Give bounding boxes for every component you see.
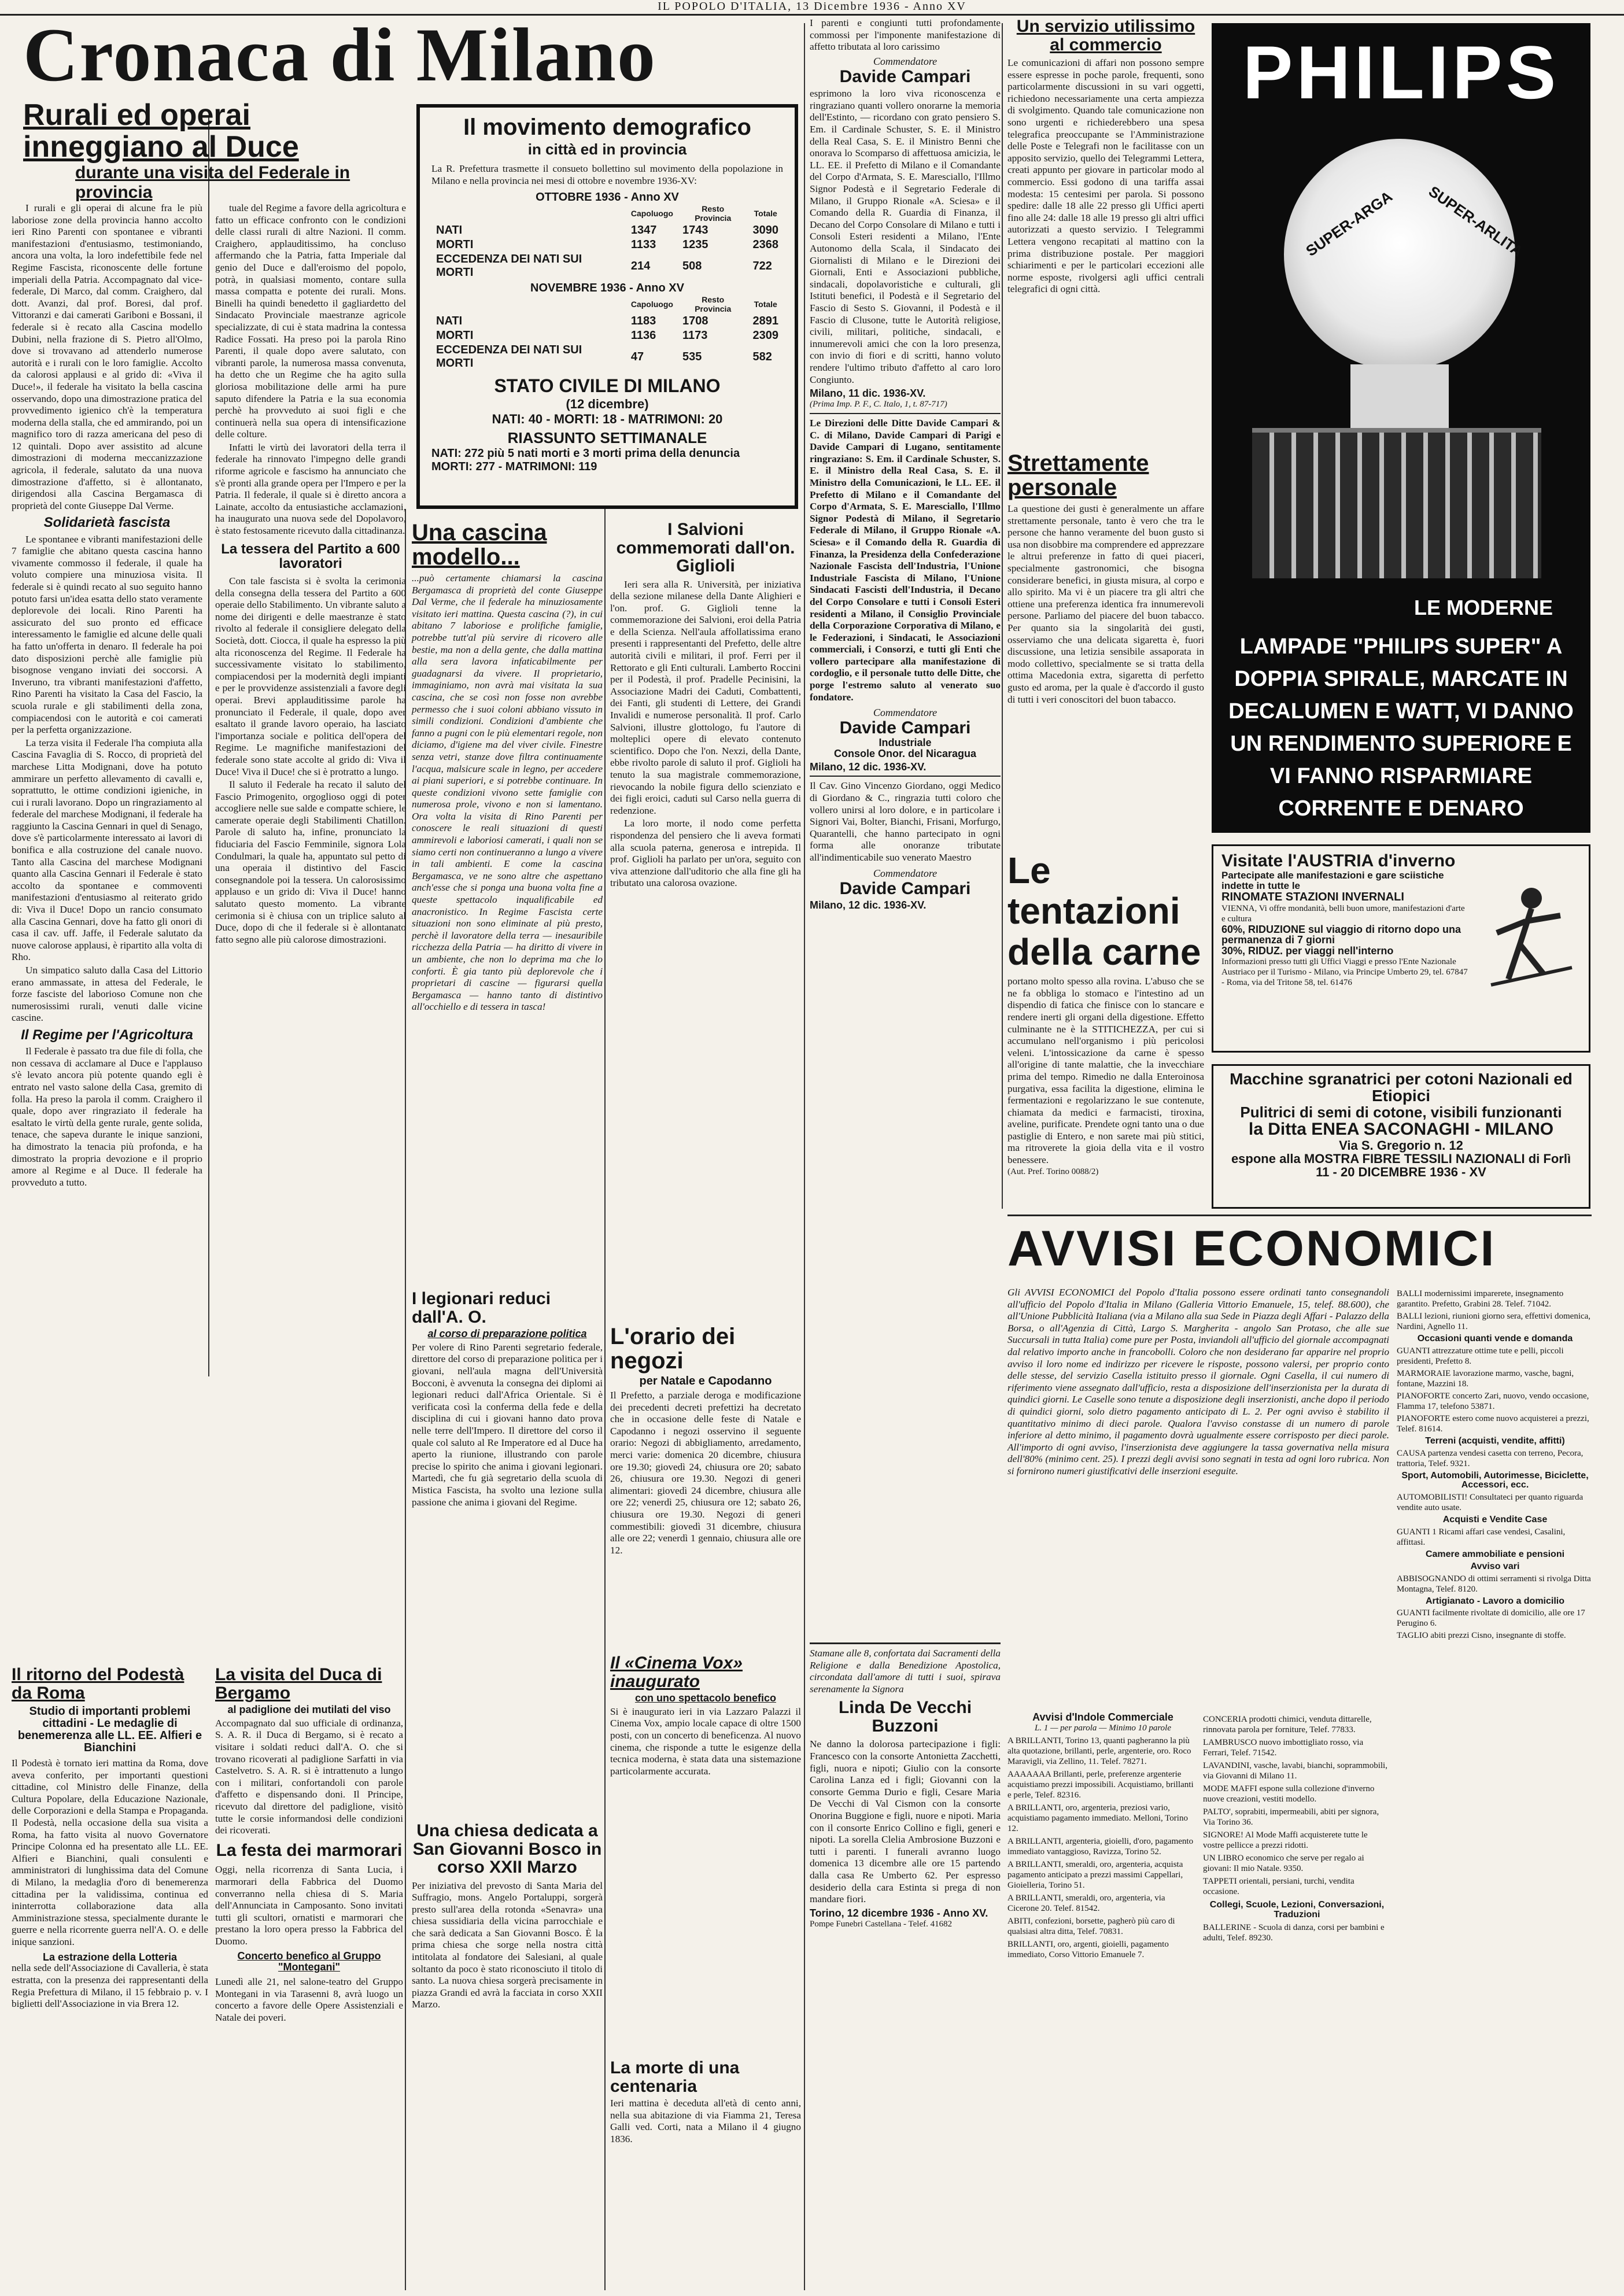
demographic-box xyxy=(416,104,798,509)
list-item: SIGNORE! Al Mode Maffi acquisterete tutte le vostre pellicce a prezzi ridotti. xyxy=(1203,1830,1368,1850)
list-item: GUANTI 1 Ricami affari case vendesi, Casalini, affittasi. xyxy=(1397,1527,1566,1547)
lead-paragraph: tuale del Regime a favore della agricoltura e fatto un efficace confronto con le condizioni delle classi rurali di altre Nazioni. Il comm. Craighero, applauditissimo, ha concluso affermando che la Patria, fatta Imperiale dal genio del Duce e dall'eroismo del popolo, potrà, in qualsiasi momento, contare sulla massa compatta e potente dei rurali. Mons. Binelli ha quindi benedetto il gagliardetto del Sindacato Provinciale maestranze agricole specializzate, di cui è stata madrina la contessa Radice Fossati. Ha preso poi la parola Rino Parenti, il quale dopo avere salutato, con vibranti parole, la numerosa massa convenuta, ha detto che un Regime che ha agito sulla gloriosa mobilitazione delle armi ha pure saputo difendere la Patria e la sua economia perchè ha provveduto ai suoi figli e che continuerà nella sua opera di intensificazione delle colture. xyxy=(215,202,406,440)
servizio-text: Le comunicazioni di affari non possono sempre essere espresse in poche parole, frequenti, sono particolarmente discussioni in su vari oggetti, richiedono necessariamente una certa ampiezza di svolgimento. Quando tale comunicazione non sono urgenti e richiederebbero una spesa telegrafica preoccupante se l'Amministrazione delle Poste e Telegrafi non le facilitasse con un apposito servizio, quello dei Telegrammi Lettera, creati appunto per giovare in particolar modo al commercio. Essi godono di una tariffa assai modesta: 15 centesimi per parola. Si possono spedire: dalle 18 alle 22 presso gli Uffici aperti fino alle 24: dalle 18 alle 19 presso gli altri uffici autorizzati a questo servizio. I Telegrammi Lettera vengono recapitati al mattino con la prima distribuzione postale. Per maggiori schiarimenti e per le particolari eccezioni alle norme esposte, rivolgersi agli uffici centrali telegrafici di ogni città. xyxy=(1007,57,1204,295)
riassunto-line: MORTI: 277 - MATRIMONI: 119 xyxy=(431,460,597,474)
reduci-subheadline: al corso di preparazione politica xyxy=(427,1328,587,1339)
cinema-headline: Il «Cinema Vox» inaugurato xyxy=(610,1653,743,1691)
bulb-label-right: SUPER-ARLITA xyxy=(1425,182,1526,260)
table-row: NATI 1347 1743 3090 xyxy=(436,224,778,237)
duca-article xyxy=(215,1666,403,2290)
buzzoni-text: Ne danno la dolorosa partecipazione i figli: Francesco con la consorte Antonietta Zacchetti, figli, nuora e nipoti; Giulio con la consorte Carolina Lanza ed i figli; Giovanni con la consorte Gemma Durio e figli, Cesare Maria De Vecchi di Val Cismon con la consorte Onorina Buggione e figli, nuore e nipoti. Maria con il consorte Enrico Collino e figli, generi e nipoti. La sorella Clelia Ambrosione Buzzoni e tutti i parenti. I funerali avranno luogo domenica 13 dicembre alle ore 15 partendo dalla casa Re Umberto 62. Per espresso desiderio della cara Estinta si prega di non mandare fiori. xyxy=(810,1738,1001,1905)
avvisi-right-column xyxy=(1397,1287,1593,2290)
solidarieta-heading: Solidarietà fascista xyxy=(43,515,171,531)
avvisi-rule xyxy=(1007,1215,1592,1216)
campari-name: Davide Campari xyxy=(839,878,971,898)
avvisi-rate: L. 1 — per parola — Minimo 10 parole xyxy=(1035,1723,1171,1733)
november-heading: NOVEMBRE 1936 - Anno XV xyxy=(530,282,684,295)
riassunto-title: RIASSUNTO SETTIMANALE xyxy=(507,429,707,447)
chiesa-text: Per iniziativa del prevosto di Santa Maria del Suffragio, mons. Angelo Portaluppi, sorgerà presto sull'area della rotonda «Senavra» una chiesa sussidiaria della vicina parrocchiale e che sarà dedicata a San Giovanni Bosco. È la prima chiesa che sorge nella nostra città intitolata al fondatore dei Salesiani, al quale soltanto da poco è stato riconosciuto il titolo di santo. La nuova chiesa sorgerà precisamente in piazza Grandi ed avrà la facciata in corso XXII Marzo. xyxy=(412,1880,603,2010)
stato-civile-date: (12 dicembre) xyxy=(566,397,649,412)
orario-article xyxy=(610,1324,801,1648)
cinema-text: Si è inaugurato ieri in via Lazzaro Palazzi il Cinema Vox, ampio locale capace di oltre 1500 posti, con un concerto di beneficenza. Al nuovo cinema, che risponde a tutte le esigenze della tecnica moderna, è stata data una sistemazione particolarmente accurata. xyxy=(610,1706,801,1777)
campari-name: Davide Campari xyxy=(839,67,971,86)
bulb-label-left: SUPER-ARGA xyxy=(1302,187,1396,260)
marmorari-text: Oggi, nella ricorrenza di Santa Lucia, i marmorari della Fabbrica del Duomo converranno nella chiesa di S. Maria dell'Annunciata in Camposanto. Sono invitati tutti gli scultori, ornatisti e marmorari che prestano la loro opera presso la Fabbrica del Duomo. xyxy=(215,1864,403,1947)
list-item: GUANTI attrezzature ottime tute e pelli, piccoli presidenti, Prefetto 8. xyxy=(1397,1346,1564,1366)
chiesa-article xyxy=(412,1822,603,2290)
avvisi-heading: Occasioni quanti vende e domanda xyxy=(1417,1334,1573,1343)
campari-name: Davide Campari xyxy=(839,718,971,738)
lead-paragraph: Infatti le virtù dei lavoratori della terra il federale ha rinnovato l'impegno delle grandi riforme agricole e fascismo ha annunciato che s'è pronti alla grande opera per l'Impero e per la Patria. Il federale, il quale si è diretto ancora a Lainate, accolto da entusiastiche acclamazioni, ha inaugurato una nuova sede del Dopolavoro, è stato festosamente ricevuto dalla cittadinanza. xyxy=(215,441,406,537)
list-item: TAGLIO abiti prezzi Cisno, insegnante di stoffe. xyxy=(1397,1631,1566,1641)
lead-subheadline-box xyxy=(75,163,416,202)
servizio-headline: Un servizio utilissimo al commercio xyxy=(1016,17,1195,54)
buzzoni-name: Linda De Vecchi Buzzoni xyxy=(838,1698,972,1736)
cascina-text: ...può certamente chiamarsi la cascina Bergamasca di proprietà del conte Giuseppe Dal Verme, che il federale ha minuziosamente visitato ieri mattina. Questa cascina (?), in cui abitano 7 laboriose e prolifiche famiglie, potrebbe tutt'al più servire di ricovero alle bestie, ma non a della gente, che dalla mattina alla sera lavora infaticabilmente per guadagnarsi da vivere. Il proprietario, immaginiamo, non avrà mai visitata la sua cascina, che se così non fosse non avrebbe permesso che i suoi coloni abbiano vissuto in simili condizioni. Condizioni d'ambiente che fanno a pugni con le più elementari regole, non diciamo, d'igiene ma del viver civile. Finestre senza vetri, stanze dove filtra continuamente l'acqua, malsicure scale in legno, per accedere ai piani superiori, e si potrebbe continuare. In queste condizioni vivono sette famiglie con numerosa prole, vivono e non si lamentano. Ora volta la visita di Rino Parenti per conoscere le reali situazioni di questi ammirevoli e laboriosi camerati, i quali non se siamo certi non continueranno a lungo a vivere in tali ambienti. E come la cascina Bergamasca, ve ne sono altre che aspettano anch'esse che si ponga una buona volta fine a queste spettacolo inqualificabile ed anacronistico. In Regime Fascista certe situazioni non sono eliminate al più presto, perchè il lavoratore della terra — inesauribile ricchezza della Patria — ha diritto di vivere in un ambiente, che non lo deprima ma che lo conforti. È gia tanto più deplorevole che i proprietari di cascine — figurarsi quella Bergamasca — hanno tanto di distintivo all'occhiello e di tessera in tasca! xyxy=(412,573,603,1013)
campari-title: Commendatore xyxy=(873,867,938,879)
october-heading: OTTOBRE 1936 - Anno XV xyxy=(536,191,679,204)
philips-headline: LE MODERNE xyxy=(1413,596,1553,619)
agricoltura-heading: Il Regime per l'Agricoltura xyxy=(21,1027,193,1043)
avvisi-heading: Collegi, Scuole, Lezioni, Conversazioni, Traduzioni xyxy=(1209,1900,1385,1920)
centenaria-text: Ieri mattina è deceduta all'età di cento anni, nella sua abitazione di via Fiamma 21, Teresa Galli ved. Corti, nata a Milano il 4 giugno 1836. xyxy=(610,2098,801,2144)
austria-line: Partecipate alle manifestazioni e gare sciistiche indette in tutte le xyxy=(1221,869,1444,891)
avvisi-middle-column xyxy=(1203,1712,1391,2290)
cinema-article xyxy=(610,1654,801,2053)
list-item: LAMBRUSCO nuovo imbottigliato rosso, via Ferrari, Telef. 71542. xyxy=(1203,1738,1364,1758)
demographic-subtitle: in città ed in provincia xyxy=(527,141,687,158)
buzzoni-notice xyxy=(810,1642,1001,2290)
philips-ad xyxy=(1212,23,1590,833)
avvisi-heading: Avviso vari xyxy=(1470,1561,1520,1571)
avvisi-title-box xyxy=(1007,1220,1592,1284)
lead-column-1 xyxy=(12,202,202,1417)
avvisi-heading: Artigianato - Lavoro a domicilio xyxy=(1425,1596,1565,1606)
campari-imprint: (Prima Imp. P. F., C. Italo, 1, t. 87-717) xyxy=(810,400,947,409)
campari-text: I parenti e congiunti tutti profondamente commossi per l'imponente manifestazione di affetto tributata al loro carissimo xyxy=(810,17,1001,53)
cinema-subheadline: con uno spettacolo benefico xyxy=(634,1692,777,1704)
strettamente-article xyxy=(1007,451,1204,844)
lead-paragraph: La terza visita il Federale l'ha compiuta alla Cascina Favaglia di S. Rocco, di proprietà del marchese Litta Modignani, dove ha potuto ammirare un perfetto allevamento di cavalli e, soprattutto, le ottime condizioni igieniche, in cui i rurali lavorano. Dopo un ringraziamento al federale del marchese Modignani, il federale ha raggiunto la Cascina Gennari in quel di Senago, dove s'è particolarmente interessato ai lavori di bonifica e alla costruzione del canale nuovo. Tanto alla Cascina del marchese Modignani quanto alla Cascina Gennari il Federale è stato accolto da spontanee e commoventi manifestazioni d'entusiasmo al reiterato grido di: Viva il Duce! Dopo un rancio consumato alla Cascina Gennari, dove ha fatto gli onori di casa il cav. uff. Jaffe, il Federale salutato da nuove calorose applausi, è ripartito alla volta di Rho. xyxy=(12,737,202,963)
lotteria-heading: La estrazione della Lotteria xyxy=(42,1951,178,1963)
factory-illustration xyxy=(1252,428,1541,578)
column-rule xyxy=(208,116,209,1376)
skier-icon xyxy=(1485,881,1578,996)
list-item: PIANOFORTE estero come nuovo acquisterei a prezzi, Telef. 81614. xyxy=(1397,1413,1589,1434)
saconaghi-line: 11 - 20 DICEMBRE 1936 - XV xyxy=(1316,1164,1486,1179)
reduci-article xyxy=(412,1290,603,1614)
tentazioni-imprint: (Aut. Pref. Torino 0088/2) xyxy=(1007,1167,1099,1176)
stato-civile-title: STATO CIVILE DI MILANO xyxy=(494,375,721,397)
philips-copy: LAMPADE "PHILIPS SUPER" A DOPPIA SPIRALE, MARCATE IN DECALUMEN E WATT, VI DANNO UN RENDIMENTO SUPERIORE E VI FANNO RISPARMIARE CORRENTE E DENARO xyxy=(1228,634,1574,821)
list-item: AAAAAAA Brillanti, perle, preferenze argenterie acquistiamo prezzi impossibili. Acquistiamo, brillanti e perle, Telef. 82316. xyxy=(1007,1769,1194,1800)
lead-story xyxy=(23,99,416,162)
list-item: BALLI modernissimi imparerete, insegnamento garantito. Prefetto, Grabini 28. Telef. 71042. xyxy=(1397,1289,1564,1309)
list-item: ABBISOGNANDO di ottimi serramenti si rivolga Ditta Montagna, Telef. 8120. xyxy=(1397,1574,1591,1594)
lead-headline: Rurali ed operai inneggiano al Duce xyxy=(23,98,299,164)
campari-role: Industriale xyxy=(879,736,932,748)
lead-subheadline: durante una visita del Federale in provincia xyxy=(75,163,350,202)
austria-line: Informazioni presso tutti gli Uffici Viaggi e presso l'Ente Nazionale Austriaco per il Turismo - Milano, via Principe Umberto 29, tel. 67847 - Roma, via del Tritone 58, tel. 61476 xyxy=(1221,957,1468,988)
list-item: A BRILLANTI, oro, argenteria, preziosi vario, acquistiamo pagamento immediato. Melloni, Torino 12. xyxy=(1007,1803,1188,1833)
column-rule xyxy=(1002,23,1003,1209)
tentazioni-headline: Le tentazioni della carne xyxy=(1007,850,1201,973)
chiesa-headline: Una chiesa dedicata a San Giovanni Bosco in corso XXII Marzo xyxy=(412,1821,602,1877)
orario-headline: L'orario dei negozi xyxy=(610,1324,736,1374)
column-rule xyxy=(804,23,805,2290)
november-table: Capoluogo Resto Provincia Totale NATI 1183 1708 2891 MORTI 1136 1173 2309 ECCEDENZA DEI NATI SUI MORTI 47 535 582 xyxy=(431,294,783,371)
list-item: BALLI lezioni, riunioni giorno sera, effettivi domenica, Nardini, Agnello 11. xyxy=(1397,1312,1591,1331)
marmorari-heading: La festa dei marmorari xyxy=(216,1840,403,1860)
tentazioni-text: portano molto spesso alla rovina. L'abuso che se ne fa obbliga lo stomaco e l'intestino ad un dispendio di fatica che finisce con lo stancare e rendere inerti gli organi della digestione. Effetto culminante ne è la STITICHEZZA, per cui si accumulano nell'organismo i più pericolosi veleni. L'intossicazione da carne è spesso all'origine di tante malattie, che la invecchiare prima del tempo. Rimedio ne dalla Enteroinosa purgativa, essa facilita la digestione, elimina le fermentazioni e regolarizzano le sue contenute, chiamata da medici e farmacisti, tiroxina, aveline, purificate. Prendete ogni tanto una o due pastiglie di Entero, e non sarete mai più stitici, ma ritroverete la gioia della vita e il vostro benessere. xyxy=(1007,976,1204,1166)
campari-text: Il Cav. Gino Vincenzo Giordano, oggi Medico di Giordano & C., ringrazia tutti coloro che vollero unirsi al loro dolore, e in particolare i Signori Vai, Bolter, Bianchi, Frisani, Morfurgo, Quarantelli, che hanno partecipato in ogni forma alle onoranze tributate all'indimenticabile suo venerato Maestro xyxy=(810,780,1001,863)
saconaghi-line: Pulitrici di semi di cotone, visibili funzionanti xyxy=(1240,1103,1562,1121)
masthead: Cronaca di Milano xyxy=(23,12,656,97)
list-item: UN LIBRO economico che serve per regalo ai giovani: Il mio Natale. 9350. xyxy=(1203,1854,1364,1873)
lead-paragraph: I rurali e gli operai di alcune fra le più laboriose zone della provincia hanno accolto ieri Rino Parenti con spontanee e vibranti manifestazioni d'entusiasmo, testimoniando, ancora una volta, la loro indefettibile fede nel Regime Fascista, riconoscente delle fortune imperiali della Patria. Accompagnato dal vice-federale, Di Marco, dal comm. Craighero, dal dott. Avanzi, dal prof. Boresi, dal prof. Vittoranzi e dai camerati Gariboni e Bossani, il federale si è recato alla Cascina modello Dubini, nella frazione di S. Pietro all'Olmo, dove si trovavano ad attenderlo numerose autorità e i rurali con le loro famiglie. Accolto da calorosi applausi e al grido di: «Viva il Duce!», il federale ha visitato la bella cascina osservando, dopo una dimostrazione pratica del provvedimento igienico ch'è la temperatura moderna della stalla, che ed ammirando, poi un magnifico toro di razza americana del peso di 12 quintali. Dopo aver assistito ad alcune dimostrazioni di moderna meccanizzazione agricola, il federale, salutato da una nuova dimostrazione d'affetto, si è allontanato, dirigendosi alla Cascina Bergamasca di proprietà del conte Giuseppe Dal Verme. xyxy=(12,202,202,511)
list-item: PIANOFORTE concerto Zari, nuovo, vendo occasione, Flamma 17, telefono 53871. xyxy=(1397,1391,1589,1411)
servizio-article xyxy=(1007,17,1204,445)
austria-title: Visitate l'AUSTRIA d'inverno xyxy=(1221,851,1456,870)
table-row: MORTI 1136 1173 2309 xyxy=(436,329,778,342)
orario-subheadline: per Natale e Capodanno xyxy=(639,1375,772,1387)
avvisi-heading: Acquisti e Vendite Case xyxy=(1442,1515,1548,1525)
list-item: TAPPETI orientali, persiani, turchi, vendita occasione. xyxy=(1203,1877,1354,1896)
saconaghi-line: Via S. Gregorio n. 12 xyxy=(1339,1138,1463,1153)
lead-paragraph: Con tale fascista si è svolta la cerimonia della consegna della tessera del Partito a 600 operaie dello Stabilimento. Un vibrante saluto a nome dei dirigenti e delle maestranze è stato rivolto al federale il consigliere delegato della Società, dott. Ciocca, il quale ha espresso la più alta riconoscenza del Regime. Il Federale ha successivamente visitato lo stabilimento, compiacendosi per la modernità degli impianti e per le provvidenze assistenziali a favore degli operai. Brevi applauditissime parole ha pronunciato il Federale, il quale, dopo aver esaltato il grande lavoro operaio, ha lasciato l'importanza sociale e politica dell'opera del Regime. Le magnifiche manifestazioni del federale sono state accolte al grido di: Viva il Duce! Viva il Duce! che si è protratto a lungo. xyxy=(215,575,406,777)
lead-column-2 xyxy=(215,202,406,1417)
strettamente-headline: Strettamente personale xyxy=(1007,451,1149,500)
duca-text: Accompagnato dal suo ufficiale di ordinanza, S. A. R. il Duca di Bergamo, si è recato a visitare i soldati reduci dall'A. O. che si trovano ricoverati al padiglione Sarfatti in via Castelvetro. S. A. R. si è intrattenuto a lungo con i militari, confortandoli con parole d'affetto e dispensando doni. Il Principe, ricevuto dal direttore del padiglione, visitò tutte le corsie informandosi delle condizioni dei ricoverati. xyxy=(215,1717,403,1836)
list-item: MODE MAFFI espone sulla collezione d'inverno nuove creazioni, vestiti modello. xyxy=(1203,1784,1375,1804)
podesta-headline: Il ritorno del Podestà da Roma xyxy=(12,1665,184,1703)
list-item: PALTO', soprabiti, impermeabili, abiti per signora, Via Torino 36. xyxy=(1203,1807,1379,1827)
list-item: CONCERIA prodotti chimici, venduta dittarelle, rinnovata parola per forniture, Telef. 77833. xyxy=(1203,1715,1372,1734)
demographic-intro: La R. Prefettura trasmette il consueto bollettino sul movimento della popolazione in Milano e nella provincia nei mesi di ottobre e novembre 1936-XV: xyxy=(431,163,783,186)
buzzoni-signature: Torino, 12 dicembre 1936 - Anno XV. xyxy=(810,1907,988,1919)
salvioni-article xyxy=(610,521,801,1261)
saconaghi-line: Macchine sgranatrici per cotoni Nazionali ed Etiopici xyxy=(1230,1070,1573,1105)
avvisi-heading: Avvisi d'Indole Commerciale xyxy=(1032,1711,1173,1723)
list-item: MARMORAIE lavorazione marmo, vasche, bagni, fontane, Mazzini 18. xyxy=(1397,1368,1574,1389)
avvisi-heading: Terreni (acquisti, vendite, affitti) xyxy=(1425,1435,1565,1446)
lead-paragraph: Le spontanee e vibranti manifestazioni delle 7 famiglie che abitano questa cascina hanno vivamente commosso il federale, il quale ha voluto compiere una minuziosa visita. Il federale si è quindi recato al suo seguito hanno potuto farsi un'idea esatta dello stato veramente deplorevole dei locali. Rino Parenti ha assicurato del suo pronto ed efficace interessamento le famiglie ed alcune delle quali ha fatto un'offerta in denaro. Il federale ha poi dato disposizioni perchè alle famiglie più bisognose vengano inviati dei soccorsi. A Inveruno, tra vibranti manifestazioni d'affetto, Rino Parenti ha visitato la Casa del Fascio, la scuola rurale e gli stabilimenti della zona, compiacendosi con le autorità e coi camerati per la perfetta organizzazione. xyxy=(12,533,202,736)
stato-civile-line: NATI: 40 - MORTI: 18 - MATRIMONI: 20 xyxy=(492,412,723,427)
tentazioni-article xyxy=(1007,850,1204,1209)
buzzoni-imprint: Pompe Funebri Castellana - Telef. 41682 xyxy=(810,1919,953,1929)
column-rule xyxy=(604,509,606,2290)
october-table: Capoluogo Resto Provincia Totale NATI 1347 1743 3090 MORTI 1133 1235 2368 ECCEDENZA DEI NATI SUI MORTI 214 508 722 xyxy=(431,204,783,280)
podesta-subheadline: Studio di importanti problemi cittadini - Le medaglie di benemerenza alle LL. EE. Alfieri e Bianchini xyxy=(17,1705,202,1754)
cascina-headline: Una cascina modello... xyxy=(412,520,547,570)
campari-notices xyxy=(810,17,1001,1631)
avvisi-title: AVVISI ECONOMICI xyxy=(1007,1221,1496,1276)
philips-brand: PHILIPS xyxy=(1242,30,1560,115)
lead-paragraph: Il Federale è passato tra due file di folla, che non cessava di acclamare al Duce e l'applauso s'è levato ancora più potente quando egli è entrato nel vasto salone della Casa, gremito di folla. Ha preso la parola il comm. Craighero il quale, dopo aver ringraziato il federale ha esaltato le virtù della gente rurale, gente solida, tenace, che sapeva durante le inique sanzioni, ha dimostrato la tenacia più profonda, e ha dimostrato la propria devozione e il proprio amore al Regime e al Duce. Il federale ha provveduto a tutto. xyxy=(12,1046,202,1188)
austria-line: 30%, RIDUZ. per viaggi nell'interno xyxy=(1221,945,1394,957)
salvioni-text: Ieri sera alla R. Università, per iniziativa della sezione milanese della Dante Alighieri e l'on. prof. G. Giglioli tenne la commemorazione dei Salvioni, eroi della Patria e della Scienza. Nell'aula affollatissima erano presenti i rappresentanti del Prefetto, delle altre autorità civili e militari, il prof. Ferri per il Rettorato e gli Enti culturali. Lamberto Roccini per il Podestà, il prof. Pradelle Pecinisini, la Associazione Madri dei Caduti, Combattenti, dei Fanti, gli studenti di Lettere, dei Grandi Invalidi e numerose personalità. Il prof. Carlo Salvioni, illustre glottologo, fu l'autore di molteplici opere di elevato contenuto scientifico. Dopo che l'on. Nexzi, della Dante, ebbe rivolto parole di saluto il prof. Giglioli ha tenuto la sua magistrale commemorazione, rievocando la nobile figura dello scienziato e dei figli eroici, caduti sul Carso nella guerra di redenzione. La loro morte, il nodo come perfetta rispondenza del pensiero che li aveva formati alla scuola paterna, generosa e intrepida. Il prof. Giglioli ha parlato per un'ora, seguito con viva attenzione dall'uditorio che alla fine gli ha tributato una calorosa ovazione. xyxy=(610,578,801,889)
concerto-text: Lunedì alle 21, nel salone-teatro del Gruppo Montegani in via Tarasenni 8, avrà luogo un concerto a favore delle Opere Assistenziali e Natale dei poveri. xyxy=(215,1976,403,2024)
podesta-text: Il Podestà è tornato ieri mattina da Roma, dove aveva conferito, per importanti questioni cittadine, col Ministro delle Finanze, della Cultura Popolare, della Educazione Nazionale, delle Corporazioni e della Stampa e Propaganda. Il Podestà, nella occasione della sua visita a Roma, ha fatto visita al nuovo Governatore Principe Colonna ed ha presentato alle LL. EE. Alfieri e Bianchini, quali consulenti e amministratori di lunghissima data del Comune di Milano, la medaglia d'oro di benemerenza cittadina per la validissima, continua ed ininterrotta collaborazione data alla Amministrazione stessa, specialmente durante le guerre e nella ricorrente guerra nell'A. O. e delle inique sanzioni. xyxy=(12,1758,208,1947)
centenaria-headline: La morte di una centenaria xyxy=(610,2058,740,2096)
saconaghi-ad xyxy=(1212,1064,1590,1209)
centenaria-article xyxy=(610,2059,801,2290)
list-item: ABITI, confezioni, borsette, pagherò più caro di qualsiasi altra ditta, Telef. 70831. xyxy=(1007,1916,1175,1936)
avvisi-heading: Sport, Automobili, Autorimesse, Biciclette, Accessori, ecc. xyxy=(1401,1470,1589,1490)
campari-text: Le Direzioni delle Ditte Davide Campari & C. di Milano, Davide Campari di Parigi e Davide Campari di Lugano, sentitamente ringraziano: S. Em. il Cardinale Schuster, S. E. il Ministro della Real Casa, S. E. il Ministro della Comunicazioni, le LL. EE. il Prefetto di Milano e il Comandante del Corpo d'Armata, S. E. Maresciallo, l'Illmo Signor Podestà di Milano, il Segretario Federale di Milano, il Gruppo Rionale «A. Sciesa» e il Comando della R. Guardia di Finanza, la Presidenza della Confederazione Nazionale Fascista dell'Industria, l'Unione Industriale Fascista di Milano, l'Unione Sindacati Fascisti dell'Industria, il Decano del Corpo Consolare e tutti i Consoli Esteri residenti a Milano, il Consiglio Provinciale della Corporazione Corporativa di Milano, e le Federazioni, i Sindacati, le Associazioni commerciali, i Consorzi, e tutti gli Enti che vollero partecipare alla manifestazione di cordoglio, e il personale tutto delle Ditte, che porge l'estremo saluto al venerato suo fondatore. xyxy=(810,418,1001,703)
reduci-headline: I legionari reduci dall'A. O. xyxy=(412,1289,551,1327)
list-item: GUANTI facilmente rivoltate di domicilio, alle ore 17 Perugino 6. xyxy=(1397,1608,1585,1629)
austria-line: VIENNA, Vi offre mondanità, belli buon umore, manifestazioni d'arte e cultura xyxy=(1221,903,1465,924)
list-item: A BRILLANTI, smeraldi, oro, argenteria, via Cicerone 20. Telef. 81542. xyxy=(1007,1893,1165,1913)
podesta-article xyxy=(12,1666,208,2290)
list-item: BALLERINE - Scuola di danza, corsi per bambini e adulti, Telef. 89230. xyxy=(1203,1922,1385,1943)
duca-subheadline: al padiglione dei mutilati del viso xyxy=(227,1704,391,1715)
table-row: ECCEDENZA DEI NATI SUI MORTI 47 535 582 xyxy=(436,344,772,370)
saconaghi-line: espone alla MOSTRA FIBRE TESSILI NAZIONALI di Forlì xyxy=(1231,1151,1571,1166)
list-item: BRILLANTI, oro, argenti, gioielli, pagamento immediato, Corso Vittorio Emanuele 7. xyxy=(1007,1939,1169,1959)
riassunto-line: NATI: 272 più 5 nati morti e 3 morti prima della denuncia xyxy=(431,447,740,460)
austria-line: RINOMATE STAZIONI INVERNALI xyxy=(1221,890,1404,903)
list-item: AUTOMOBILISTI! Consultateci per quanto riguarda vendite auto usate. xyxy=(1397,1493,1584,1513)
table-row: MORTI 1133 1235 2368 xyxy=(436,238,778,252)
list-item: LAVANDINI, vasche, lavabi, bianchi, soprammobili, via Giovanni di Milano 11. xyxy=(1203,1761,1387,1781)
orario-text: Il Prefetto, a parziale deroga e modificazione dei precedenti decreti prefettizi ha decretato che in occasione delle feste di Natale e Capodanno i negozi osservino il seguente orario: Negozi di abbigliamento, arredamento, merci varie: domenica 20 dicembre, chiusura ore 19.30; giovedì 24, chiusura ore 20; sabato 26, chiusura ore 19.30. Negozi di generi alimentari: giovedì 24 dicembre, chiusura alle ore 22; venerdì 25, chiusura ore 12; sabato 26, chiusura ore 19.30. Negozi di generi commestibili: giovedì 31 dicembre, chiusura alle ore 22; venerdì 1 gennaio, chiusura alle ore 12. xyxy=(610,1390,801,1556)
avvisi-left-column xyxy=(1007,1712,1198,2290)
buzzoni-text: Stamane alle 8, confortata dai Sacramenti della Religione e dalla Benedizione Apostolica, circondata dall'amore di tutti i suoi, spirava serenamente la Signora xyxy=(810,1648,1001,1695)
campari-date: Milano, 12 dic. 1936-XV. xyxy=(810,899,927,911)
list-item: CAUSA partenza vendesi casetta con terreno, Pecora, trattoria, Telef. 9321. xyxy=(1397,1448,1584,1468)
campari-date: Milano, 12 dic. 1936-XV. xyxy=(810,761,927,773)
austria-line: 60%, RIDUZIONE sul viaggio di ritorno dopo una permanenza di 7 giorni xyxy=(1221,923,1461,946)
campari-title: Commendatore xyxy=(873,707,938,719)
duca-headline: La visita del Duca di Bergamo xyxy=(215,1665,382,1703)
salvioni-headline: I Salvioni commemorati dall'on. Giglioli xyxy=(616,520,795,575)
tessera-heading: La tessera del Partito a 600 lavoratori xyxy=(221,541,400,571)
table-row: ECCEDENZA DEI NATI SUI MORTI 214 508 722 xyxy=(436,253,772,279)
austria-ad xyxy=(1212,844,1590,1053)
strettamente-text: La questione dei gusti è generalmente un affare strettamente personale, tanto è vero che tra le persone che hanno veramente del buon gusto si usa non disobbire ma comprendere ed apprezzare le altrui preferenze in fatto di quei piaceri, specialmente gastronomici, che bisogna considerare benefici, in giusta misura, al corpo e allo spirito. Ma vi è un piacere tra gli altri che ottiene una preferenza identica fra innumerevoli persone. Parliamo del piacere del buon tabacco. Per quanto sia la singolarità dei gusti, osserviamo che una delicata sigaretta è, fuori discussione, una letizia sensibile assaporata in modo collettivo, specialmente se si tratta della ottima Macedonia extra, sigaretta di perfetto gusto ed aroma, per la quale è d'accordo il gusto di tutti i veri conoscitori del buon tabacco. xyxy=(1007,503,1204,705)
saconaghi-line: la Ditta ENEA SACONAGHI - MILANO xyxy=(1248,1120,1554,1139)
campari-console: Console Onor. del Nicaragua xyxy=(833,747,977,759)
table-row: NATI 1183 1708 2891 xyxy=(436,315,778,328)
running-head: IL POPOLO D'ITALIA, 13 Dicembre 1936 - Anno XV xyxy=(658,0,966,13)
concerto-heading: Concerto benefico al Gruppo "Montegani" xyxy=(237,1950,381,1973)
lead-paragraph: Il saluto il Federale ha recato il saluto del Fascio Primogenito, orgoglioso oggi di poter accogliere nelle sue salde e compatte schiere, le camerate operaie degli Stabilimenti Chatillon. Parole di saluto ha, infine, pronunciato la fiduciaria del Fascio Femminile, signora Lola Condulmari, la quale ha, appuntato sul petto di una operaia il distintivo del Fascio consegnandole poi la tessera. Un calorosissimo applauso e un grido di: Viva il Duce! hanno salutato questo momento. La vibrante cerimonia si è chiusa con un triplice saluto al Duce, dopo di che il federale si è allontanato fatto segno alle più calorose dimostrazioni. xyxy=(215,779,406,945)
campari-title: Commendatore xyxy=(873,55,938,67)
avvisi-intro: Gli AVVISI ECONOMICI del Popolo d'Italia possono essere ordinati tanto consegnandoli all'ufficio del Popolo d'Italia in Milano (Galleria Vittorio Emanuele, 15, telef. 88.600), che all'Unione Pubblicità Italiana (via a Milano alla sua Sede in Piazza degli Affari - Palazzo della Borsa, o all'Agenzia di Città, Largo S. Margherita - angolo San Protaso, che alle sue Succursali in tutta Italia) come pure per Posta, inviandoli all'ufficio del giornale accompagnati dal relativo importo anche in francobolli. Coloro che non desiderano far apparire nel proprio avviso il loro nome ed indirizzo per ricevere le risposte, possono valersi, per proprio conto delle stesse, del servizio Casella istituito presso il giornale. Ogni Casella, il cui numero di riferimento viene assegnato dall'ufficio, resta a disposizione dell'inserzionista per la durata di quindici giorni. Le Caselle sono tenute a disposizione degli inserzionisti, anche dopo il periodo di quindici giorni, solo dietro pagamento anticipato di L. 2. Per ogni avviso è stabilito il quantitativo minimo di dieci parole. Qualora l'avviso constasse di un numero di parole inferiore al detto minimo, il pagamento dovrà ugualmente essere corrisposto per dieci parole. All'importo di ogni avviso, l'inserzionista deve aggiungere la tassa governativa nella misura dell'80% (minimo cent. 25). I prezzi degli avvisi sono segnati in testa ad ogni loro rubrica. Non si fornirono numeri giustificativi delle inserzioni eseguite. xyxy=(1007,1287,1389,1476)
campari-signature: Milano, 11 dic. 1936-XV. xyxy=(810,387,926,400)
lead-paragraph: Un simpatico saluto dalla Casa del Littorio erano ammassate, in attesa del Federale, le forze fasciste del laborioso Comune non che numerosissimi rurali, venuti dalle vicine cascine. xyxy=(12,965,202,1024)
reduci-text: Per volere di Rino Parenti segretario federale, direttore del corso di preparazione politica per i giovani, nell'aula magna dell'Università Bocconi, è avvenuta la consegna dei diplomi ai legionari reduci dall'Africa Orientale. Si è verificata così la conferma della fede e della disciplina di cui i giovani hanno dato prova nelle terre dell'Impero. Il direttore del corso il quale col saluto al Re Imperatore ed al Duce ha aperto la riunione, illustrando con parole precise lo spirito che anima i giovani legionari. Martedì, che fu già segretario della scuola di Mistica Fascista, ha svolto una lezione sulla passione che anima i giovani del Regime. xyxy=(412,1341,603,1508)
list-item: A BRILLANTI, smeraldi, oro, argenteria, acquista pagamento anticipato a prezzi massimi Cappellari, Gioielleria, Torino 51. xyxy=(1007,1859,1183,1890)
list-item: A BRILLANTI, Torino 13, quanti pagheranno la più alta quotazione, brillanti, perle, argenterie, oro. Roco Maravigli, via Zellino, 11. Telef. 78271. xyxy=(1007,1736,1191,1766)
cascina-article xyxy=(412,521,603,1278)
avvisi-heading: Camere ammobiliate e pensioni xyxy=(1425,1549,1565,1559)
lotteria-text: nella sede dell'Associazione di Cavalleria, è stata estratta, con la presenza dei rappresentanti della Regia Prefettura di Milano, il 15 febbraio p. v. I biglietti dell'Associazione in via Brera 12. xyxy=(12,1962,208,2010)
list-item: A BRILLANTI, argenteria, gioielli, d'oro, pagamento immediato vantaggioso, Ravizza, Torino 52. xyxy=(1007,1836,1194,1856)
campari-text: esprimono la loro viva riconoscenza e ringraziano quanti vollero onorarne la memoria dell'Estinto, — ricordano con grato pensiero S. Em. il Cardinale Schuster, S. E. il Ministro della Real Casa, S. E. il Ministro Benni che onorava lo Scomparso di affettuosa amicizia, le LL. EE. il Prefetto di Milano e il Comandante del Corpo d'Armata, S. E. Maresciallo, l'Illmo Signor Podestà e il Segretario Federale di Milano, il Gruppo Rionale «A. Sciesa» e il Comando della R. Guardia di Finanza, il Decano del Corpo Consolare di Milano e tutti i Consoli Esteri residenti a Milano, l'Ente Autonomo della Scala, il Sindacato dei Giornalisti di Milano e le Direzioni dei Giornali, Enti e Associazioni pubbliche, sindacali, dopolavoristiche e culturali, gli Istituti benefici, il Podestà e il Segretario del Fascio di Sesto S. Giovanni, il Podestà e il Fascio di Clusone, tutte le Autorità religiose, civili, militari, politiche, sindacali, e innumerevoli amici che con la loro presenza, con invio di fiori e di scritti, hanno voluto rendere l'ultimo tributo d'affetto al caro loro Congiunto. xyxy=(810,88,1001,385)
demographic-title: Il movimento demografico xyxy=(463,115,751,140)
